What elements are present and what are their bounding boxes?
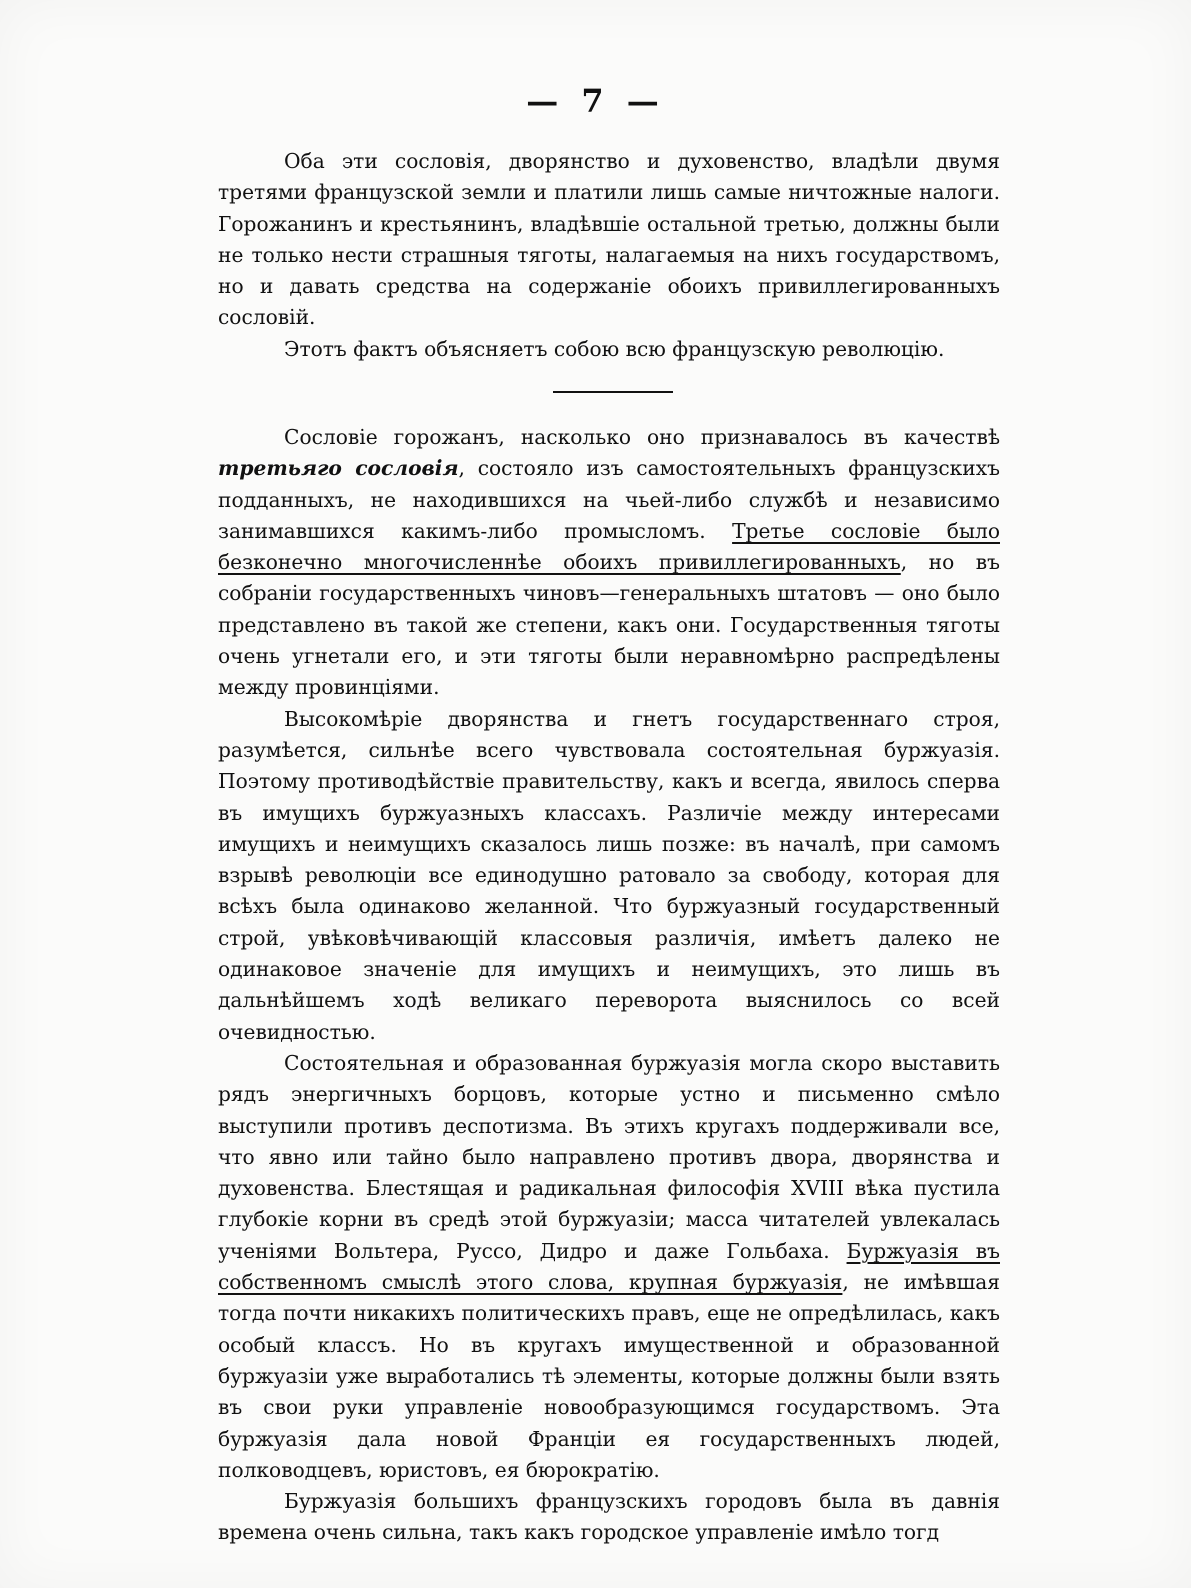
underlined-passage: Буржуазія въ собственномъ смыслѣ этого слова, крупная буржуазія bbox=[218, 1238, 1000, 1295]
paragraph bbox=[218, 1048, 1000, 1486]
paragraph: Высокомѣріе дворянства и гнетъ государственнаго строя, разумѣется, сильнѣе всего чувствовала состоятельная буржуазія. Поэтому противодѣйствіе правительству, какъ и всегда, явилось сперва въ имущихъ буржуазныхъ классахъ. Различіе между интересами имущихъ и неимущихъ сказалось лишь позже: въ началѣ, при самомъ взрывѣ революціи все единодушно ратовало за свободу, которая для всѣхъ была одинаково желанной. Что буржуазный государственный строй, увѣковѣчивающій классовыя различія, имѣетъ далеко не одинаковое значеніе для имущихъ и неимущихъ, это лишь въ дальнѣйшемъ ходѣ великаго переворота выяснилось со всей очевидностью. bbox=[218, 706, 1000, 1044]
section-divider bbox=[553, 391, 673, 393]
underlined-passage: Третье сословіе было безконечно многочисленнѣе обоихъ привиллегированныхъ bbox=[218, 518, 1000, 575]
paragraph: Буржуазія большихъ французскихъ городовъ была въ давнія времена очень сильна, такъ какъ городское управленіе имѣло тогд bbox=[218, 1489, 1000, 1545]
text-run: Сословіе горожанъ, насколько оно признавалось въ качествѣ bbox=[284, 425, 1000, 449]
section-1 bbox=[218, 146, 1000, 365]
page-number: — 7 — bbox=[526, 82, 665, 120]
paragraph: Оба эти сословія, дворянство и духовенство, владѣли двумя третями французской земли и платили лишь самые ничтожные налоги. Горожанинъ и крестьянинъ, владѣвшіе остальной третью, должны были не только нести страшныя тяготы, налагаемыя на нихъ государствомъ, но и давать средства на содержаніе обоихъ привиллегированныхъ сословій. bbox=[218, 149, 1000, 330]
text-run: , не имѣвшая тогда почти никакихъ политическихъ правъ, еще не опредѣлилась, какъ особый классъ. Но въ кругахъ имущественной и образованной буржуазіи уже выработались тѣ элементы, которые должны были взять въ свои руки управленіе новообразующимся государствомъ. Эта буржуазія дала новой Франціи ея государственныхъ людей, полководцевъ, юристовъ, ея бюрократію. bbox=[218, 1270, 1001, 1482]
text-run: , но въ собраніи государственныхъ чиновъ—генеральныхъ штатовъ — оно было представлено въ такой же степени, какъ они. Государственныя тяготы очень угнетали его, и эти тяготы были неравномѣрно распредѣлены между провинціями. bbox=[218, 550, 1000, 700]
text-run: , состояло изъ самостоятельныхъ французскихъ подданныхъ, не находившихся на чьей-либо службѣ и независимо занимавшихся какимъ-либо промысломъ. bbox=[218, 456, 1000, 543]
paragraph: Этотъ фактъ объясняетъ собою всю французскую революцію. bbox=[284, 336, 945, 361]
section-2 bbox=[218, 422, 1000, 1549]
emphasized-term: третьяго сословія bbox=[218, 456, 459, 481]
text-run: Состоятельная и образованная буржуазія могла скоро выставить рядъ энергичныхъ борцовъ, которые устно и письменно смѣло выступили противъ деспотизма. Въ этихъ кругахъ поддерживали все, что явно или тайно было направлено противъ двора, дворянства и духовенства. Блестящая и радикальная философія XVIII вѣка пустила глубокіе корни въ средѣ этой буржуазіи; масса читателей увлекалась ученіями Вольтера, Руссо, Дидро и даже Гольбаха. bbox=[218, 1050, 1000, 1263]
paragraph bbox=[218, 422, 1000, 704]
